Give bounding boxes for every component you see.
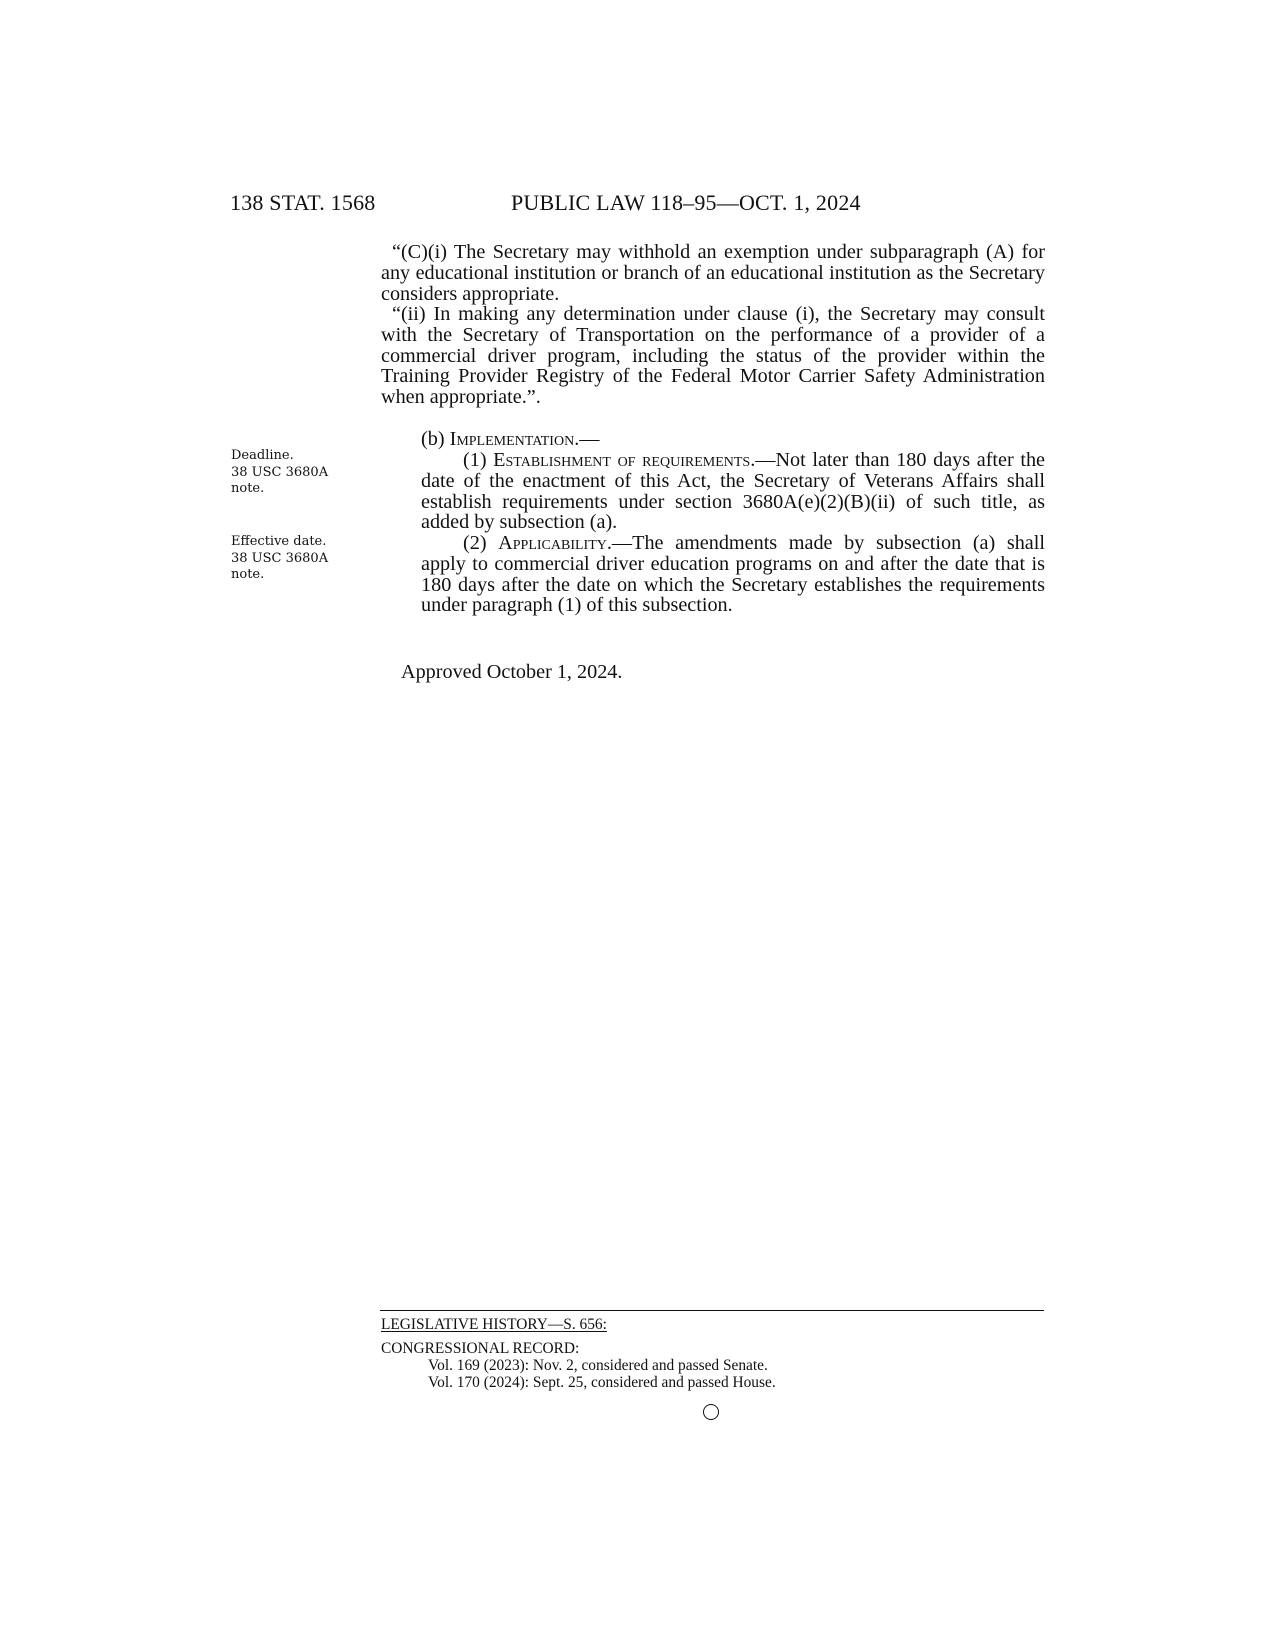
- clause-c-i: [381, 242, 1045, 304]
- history-divider: [380, 1310, 1044, 1311]
- margin-note-line: 38 USC 3680A: [231, 464, 329, 480]
- end-of-law-circle-icon: [703, 1404, 719, 1420]
- history-entry: Vol. 170 (2024): Sept. 25, considered and passed House.: [428, 1374, 776, 1391]
- subsection-b-heading: [421, 429, 1041, 450]
- margin-note-line: note.: [231, 481, 265, 496]
- margin-note-line: Effective date.: [231, 534, 327, 549]
- paragraph-b-1-title: Establishment of requirements: [493, 449, 751, 471]
- legislative-history-heading: LEGISLATIVE HISTORY—S. 656:: [381, 1316, 607, 1333]
- paragraph-b-2-text: .—The amendments made by subsection (a) shall apply to commercial driver education programs on and after the date that is 180 days after the date on which the Secretary establishes the requirements under paragraph (1) of this subsection.: [421, 532, 1045, 617]
- paragraph-b-2: [421, 533, 1045, 616]
- clause-c-ii-text: “(ii) In making any determination under clause (i), the Secretary may consult with the Secretary of Transportation on the performance of a provider of a commercial driver program, including the status of the provider within the Training Provider Registry of the Federal Motor Carrier Safety Administration when appropriate.”.: [381, 303, 1045, 409]
- paragraph-b-1: [421, 450, 1045, 533]
- paragraph-b-2-title: Applicability: [498, 532, 607, 554]
- congressional-record-heading: CONGRESSIONAL RECORD:: [381, 1340, 580, 1357]
- subsection-b-dash: .—: [574, 428, 600, 450]
- margin-note-effective-date: [231, 534, 351, 584]
- public-law-title: PUBLIC LAW 118–95—OCT. 1, 2024: [511, 190, 861, 215]
- paragraph-b-1-label: (1): [463, 449, 494, 471]
- margin-note-line: Deadline.: [231, 448, 294, 463]
- history-entry: Vol. 169 (2023): Nov. 2, considered and passed Senate.: [428, 1357, 768, 1374]
- clause-c-i-text: “(C)(i) The Secretary may withhold an exemption under subparagraph (A) for any educational institution or branch of an educational institution as the Secretary considers appropriate.: [381, 241, 1045, 305]
- approval-date: Approved October 1, 2024.: [401, 661, 623, 683]
- subsection-b-label: (b): [421, 428, 450, 450]
- margin-note-line: note.: [231, 567, 265, 582]
- subsection-b-title: Implementation: [449, 428, 575, 450]
- margin-note-deadline: [231, 448, 351, 498]
- legislative-history: [381, 1316, 1045, 1391]
- paragraph-b-1-text: .—Not later than 180 days after the date of the enactment of this Act, the Secretary of Veterans Affairs shall establish requirements under section 3680A(e)(2)(B)(ii) of such title, as added by subsection (a).: [421, 449, 1045, 534]
- page-header: [0, 190, 1275, 220]
- statute-page-number: 138 STAT. 1568: [230, 190, 376, 215]
- margin-note-line: 38 USC 3680A: [231, 550, 329, 566]
- clause-c-ii: [381, 304, 1045, 408]
- paragraph-b-2-label: (2): [463, 532, 499, 554]
